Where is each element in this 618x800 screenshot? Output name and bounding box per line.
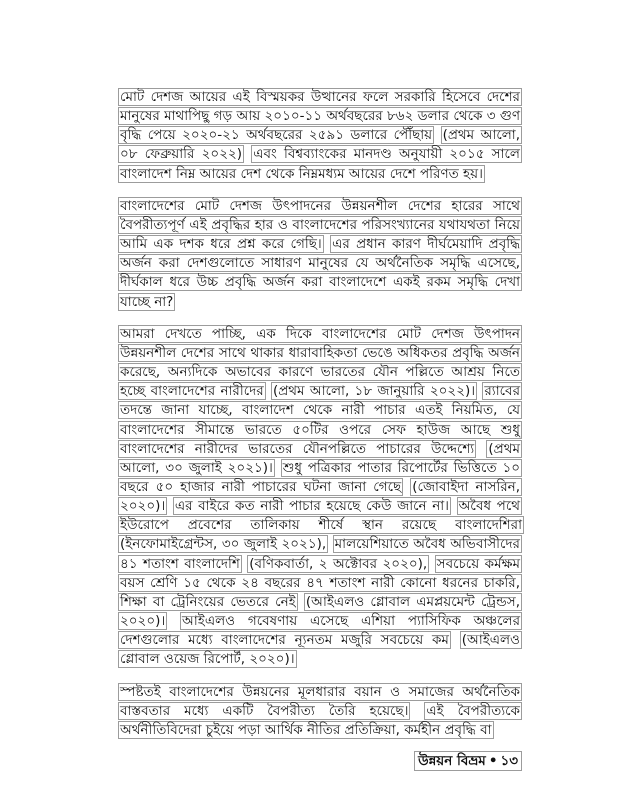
text-segment: স্পষ্টতই বাংলাদেশের উন্নয়নের মূলধারার বয়ান ও সমাজের অর্থনৈতিক বাস্তবতার মধ্যে একটি বৈপরীত্য তৈরি হয়েছে।	[120, 683, 520, 719]
text-segment: বাংলাদেশের মোট দেশজ উৎপাদনের উন্নয়নশীল দেশের হারের সাথে বৈপরীত্যপূর্ণ এই প্রবৃদ্ধির হার ও বাংলাদেশের পরিসংখ্যানের যথাযথতা নিয়ে আমি এক দশক ধরে প্রশ্ন করে গেছি।	[120, 197, 520, 253]
text-segment: (আইএলও গ্লোবাল এমপ্লয়মেন্ট ট্রেন্ডস, ২০২০)।	[120, 593, 521, 630]
paragraph	[118, 683, 522, 740]
text-segment: অবৈধ পথে ইউরোপে প্রবেশের তালিকায় শীর্ষে স্থান রয়েছে বাংলাদেশিরা	[120, 498, 522, 534]
paragraph	[118, 197, 522, 312]
text-segment: (প্রথম আলো, ৩০ জুলাই ২০২১)।	[120, 440, 520, 476]
text-segment: মালয়েশিয়াতে অবৈধ অভিবাসীদের ৪১ শতাংশ বাংলাদেশি	[120, 536, 520, 572]
text-segment: এবং বিশ্বব্যাংকের মানদণ্ড অনুযায়ী ২০১৫ সালে বাংলাদেশ নিম্ন আয়ের দেশ থেকে নিম্নমধ্যম আয়ের দেশে পরিণত হয়।	[120, 146, 520, 182]
text-segment: মোট দেশজ আয়ের এই বিস্ময়কর উত্থানের ফলে সরকারি হিসেবে দেশের মানুষের মাথাপিছু গড় আয় ২০১০-১১ অর্থবছরের ৮৬২ ডলার থেকে ৩ গুণ বৃদ্ধি পেয়ে ২০২০-২১ অর্থবছরের ২৫৯১ ডলারে পৌঁছায়	[120, 89, 520, 144]
text-segment: র‍্যাবের তদন্তে জানা যাচ্ছে, বাংলাদেশ থেকে নারী পাচার এতই নিয়মিত, যে বাংলাদেশের সীমান্তে ভারতে ৫০টির ওপরে সেফ হাউজ আছে শুধু বাংলাদেশের নারীদের ভারতের যৌনপল্লিতে পাচারের উদ্দেশ্যে	[120, 383, 520, 457]
text-segment: এর প্রধান কারণ দীর্ঘমেয়াদি প্রবৃদ্ধি অর্জন করা দেশগুলোতে সাধারণ মানুষের যে অর্থনৈতিক সমৃদ্ধি এসেছে, দীর্ঘকাল ধরে উচ্চ প্রবৃদ্ধি অর্জন করা বাংলাদেশে একই রকম সমৃদ্ধি দেখা যাচ্ছে না?	[120, 236, 521, 310]
footer-book-title: উন্নয়ন বিভ্রম	[418, 753, 486, 769]
text-segment: আমরা দেখতে পাচ্ছি, এক দিকে বাংলাদেশের মোট দেশজ উৎপাদন উন্নয়নশীল দেশের সাথে থাকার ধারাবাহিকতা ভেঙে অধিকতর প্রবৃদ্ধি অর্জন করেছে, অন্যদিকে অভাবের কারণে ভারতের যৌন পল্লিতে আশ্রয় নিতে হচ্ছে বাংলাদেশের নারীদের	[120, 325, 520, 400]
text-segment: সবচেয়ে কর্মক্ষম বয়স শ্রেণি ১৫ থেকে ২৪ বছরের ৪৭ শতাংশ নারী কোনো ধরনের চাকরি, শিক্ষা বা ট্রেনিংয়ের ভেতরে নেই	[120, 555, 520, 610]
text-segment: এর বাইরে কত নারী পাচার হয়েছে কেউ জানে না।	[174, 498, 449, 515]
text-segment: (আইএলও গ্লোবাল ওয়েজ রিপোর্ট, ২০২০)।	[120, 632, 520, 668]
text-segment: (বণিকবার্তা, ২ অক্টোবর ২০২০),	[249, 555, 428, 572]
footer-separator: •	[488, 753, 498, 769]
text-segment: (জোবাইদা নাসরিন, ২০২০)।	[120, 478, 520, 515]
text-segment: শুধু পত্রিকার পাতার রিপোর্টের ভিত্তিতে ১০ বছরে ৫০ হাজার নারী পাচারের ঘটনা জানা গেছে	[120, 459, 520, 495]
text-segment: আইএলও গবেষণায় এসেছে এশিয়া প্যাসিফিক অঞ্চলের দেশগুলোর মধ্যে বাংলাদেশের ন্যূনতম মজুরি সবচেয়ে কম	[120, 613, 520, 649]
page-footer	[414, 750, 522, 773]
text-segment: (ইনফোমাইগ্রেন্টস, ৩০ জুলাই ২০২১),	[120, 536, 327, 553]
text-block	[118, 88, 522, 753]
text-segment: (প্রথম আলো, ০৮ ফেব্রুয়ারি ২০২২)	[120, 127, 521, 163]
paragraph	[118, 325, 522, 670]
paragraph	[118, 88, 522, 184]
text-segment: (প্রথম আলো, ১৮ জানুয়ারি ২০২২)।	[272, 383, 476, 400]
text-segment: এই বৈপরীত্যকে অর্থনীতিবিদেরা চুইয়ে পড়া আর্থিক নীতির প্রতিক্রিয়া, কর্মহীন প্রবৃদ্ধি বা	[120, 702, 520, 738]
footer-page-number: ১৩	[500, 753, 518, 769]
